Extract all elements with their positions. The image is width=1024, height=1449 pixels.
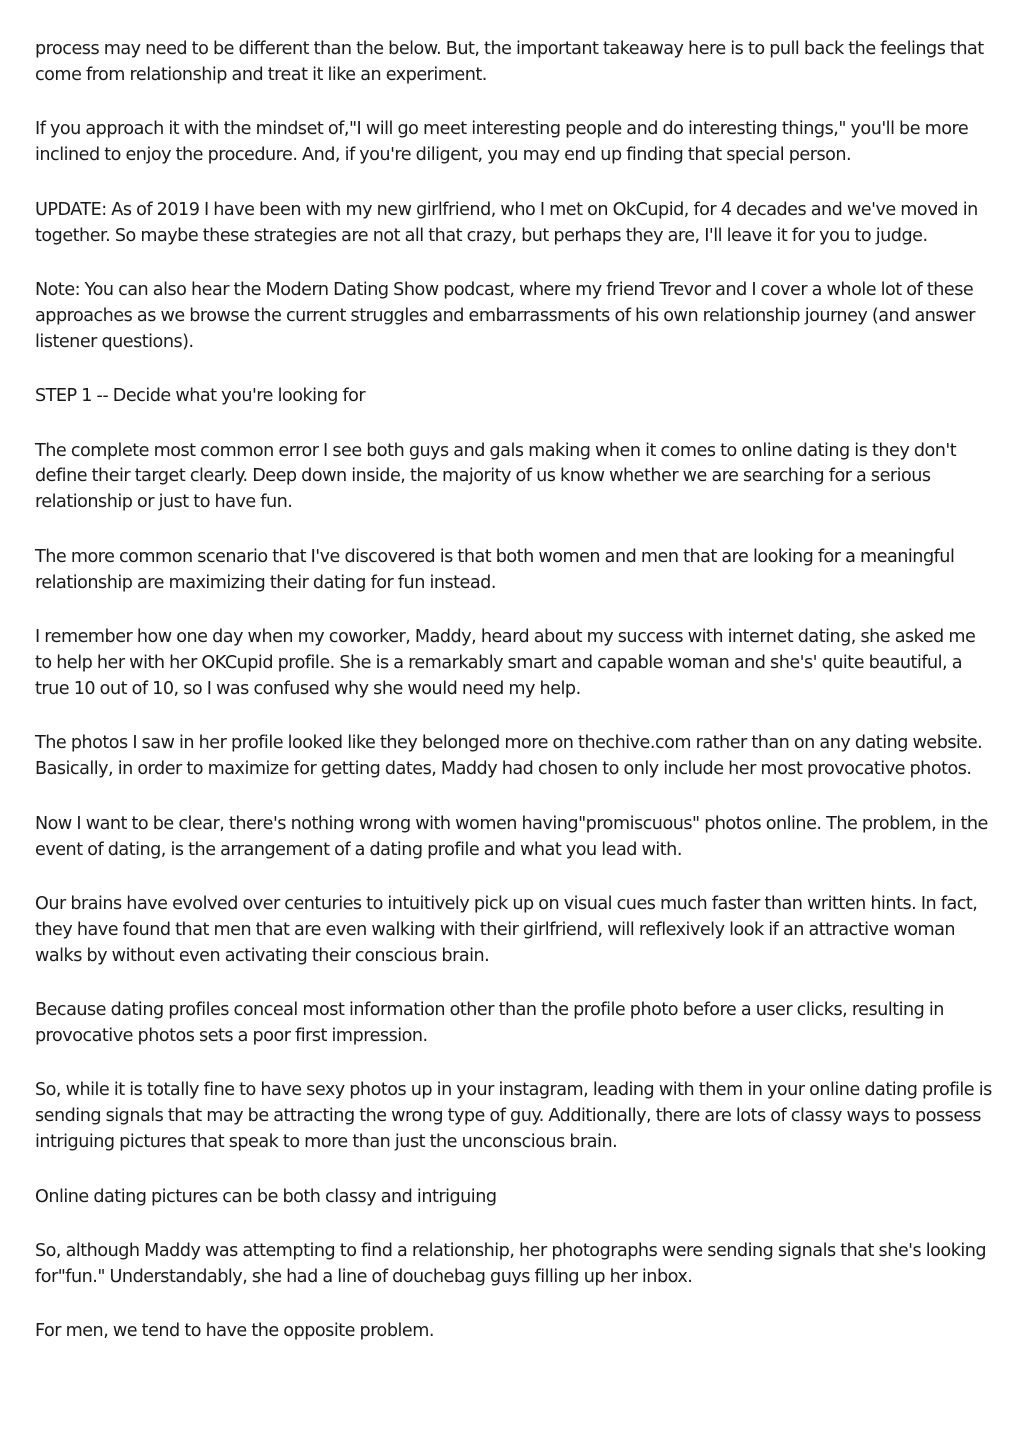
section-heading-classy-pictures: Online dating pictures can be both classy and intriguing <box>35 1186 497 1207</box>
paragraph-intro-continued: process may need to be different than the below. But, the important takeaway here is to pull back the feelings that come from relationship and treat it like an experiment. <box>35 39 984 85</box>
section-heading-step-1: STEP 1 -- Decide what you're looking for <box>35 386 366 407</box>
paragraph-signals: So, while it is totally fine to have sexy photos up in your instagram, leading with them in your online dating profile is sending signals that may be attracting the wrong type of guy. Additionally, there are lots of classy ways to possess intriguing pictures that speak to more than just the unconscious brain. <box>35 1080 992 1153</box>
paragraph-update: UPDATE: As of 2019 I have been with my new girlfriend, who I met on OkCupid, for 4 decades and we've moved in together. So maybe these strategies are not all that crazy, but perhaps they are, I'll leave it for you to judge. <box>35 199 978 246</box>
paragraph-visual-cues: Our brains have evolved over centuries to intuitively pick up on visual cues much faster than written hints. In fact, they have found that men that are even walking with their girlfriend, will reflexively look if an attractive woman walks by without even activating their conscious brain. <box>35 893 978 966</box>
paragraph-men-problem: For men, we tend to have the opposite problem. <box>35 1321 434 1342</box>
paragraph-first-impression: Because dating profiles conceal most information other than the profile photo before a user clicks, resulting in provocative photos sets a poor first impression. <box>35 1000 944 1047</box>
paragraph-mindset: If you approach it with the mindset of,"I will go meet interesting people and do interesting things," you'll be more inclined to enjoy the procedure. And, if you're diligent, you may end up finding that special person. <box>35 119 969 166</box>
paragraph-maddy-inbox: So, although Maddy was attempting to find a relationship, her photographs were sending signals that she's looking for"fun." Understandably, she had a line of douchebag guys filling up her inbox. <box>35 1241 987 1287</box>
paragraph-common-error: The complete most common error I see both guys and gals making when it comes to online dating is they don't define their target clearly. Deep down inside, the majority of us know whether we are searching for a serious relationship or just to have fun. <box>35 440 957 513</box>
paragraph-common-scenario: The more common scenario that I've discovered is that both women and men that are looking for a meaningful relationship are maximizing their dating for fun instead. <box>35 546 955 593</box>
paragraph-profile-photos: The photos I saw in her profile looked like they belonged more on thechive.com rather than on any dating website. Basically, in order to maximize for getting dates, Maddy had chosen to only include her most provocative photos. <box>35 733 983 780</box>
paragraph-maddy-story: I remember how one day when my coworker, Maddy, heard about my success with internet dating, she asked me to help her with her OKCupid profile. She is a remarkably smart and capable woman and she's' quite beautiful, a true 10 out of 10, so I was confused why she would need my help. <box>35 627 976 699</box>
paragraph-podcast-note: Note: You can also hear the Modern Dating Show podcast, where my friend Trevor and I cover a whole lot of these approaches as we browse the current struggles and embarrassments of his own relationship journey (and answer listener questions). <box>35 279 976 352</box>
paragraph-be-clear: Now I want to be clear, there's nothing wrong with women having"promiscuous" photos online. The problem, in the event of dating, is the arrangement of a dating profile and what you lead with. <box>35 813 988 860</box>
document-body <box>35 37 995 1374</box>
